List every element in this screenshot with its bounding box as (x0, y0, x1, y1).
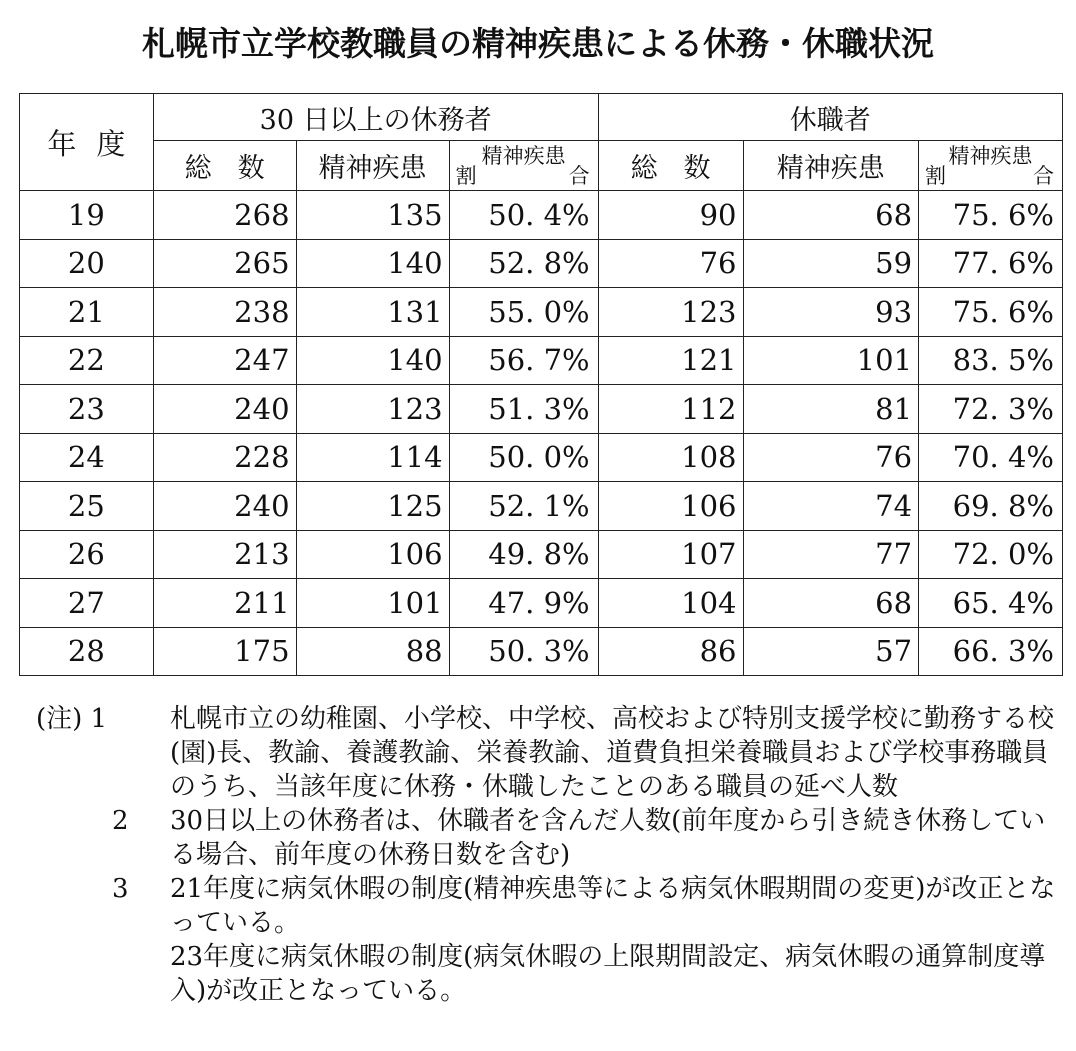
cell-leave-total: 211 (153, 579, 296, 628)
cell-leave-total: 247 (153, 336, 296, 385)
cell-suspension-total: 123 (598, 288, 743, 337)
cell-year: 22 (20, 336, 154, 385)
cell-leave-total: 228 (153, 433, 296, 482)
footnote-1-text: 札幌市立の幼稚園、小学校、中学校、高校および特別支援学校に勤務する校(園)長、教諭、養護教諭、栄養教諭、道費負担栄養職員および学校事務職員のうち、当該年度に休務・休職したことのある職員の延べ人数 (170, 704, 1055, 802)
cell-year: 20 (20, 239, 154, 288)
cell-leave-ratio: 56. 7% (449, 336, 598, 385)
cell-leave-ratio: 52. 8% (449, 239, 598, 288)
cell-suspension-total: 121 (598, 336, 743, 385)
page-title: 札幌市立学校教職員の精神疾患による休務・休職状況 (142, 24, 934, 63)
cell-leave-mental: 101 (296, 579, 449, 628)
table-row (20, 191, 1063, 240)
cell-suspension-ratio: 66. 3% (919, 627, 1063, 676)
cell-leave-mental: 140 (296, 336, 449, 385)
cell-year: 26 (20, 530, 154, 579)
cell-leave-ratio: 47. 9% (449, 579, 598, 628)
cell-leave-mental: 140 (296, 239, 449, 288)
cell-suspension-ratio: 65. 4% (919, 579, 1063, 628)
cell-year: 27 (20, 579, 154, 628)
cell-suspension-mental: 81 (743, 385, 919, 434)
table-row (20, 288, 1063, 337)
cell-leave-total: 268 (153, 191, 296, 240)
cell-suspension-mental: 59 (743, 239, 919, 288)
cell-suspension-mental: 77 (743, 530, 919, 579)
col-header-ratio-2 (919, 141, 1063, 191)
cell-suspension-mental: 57 (743, 627, 919, 676)
footnote-1 (36, 702, 1066, 804)
footnote-prefix: (注) 1 (36, 704, 108, 734)
cell-suspension-mental: 68 (743, 191, 919, 240)
col-header-ratio-line1: 精神疾患 (481, 143, 566, 168)
cell-leave-mental: 135 (296, 191, 449, 240)
cell-leave-mental: 106 (296, 530, 449, 579)
cell-suspension-mental: 76 (743, 433, 919, 482)
table-row (20, 627, 1063, 676)
cell-suspension-mental: 74 (743, 482, 919, 531)
table-row (20, 385, 1063, 434)
col-header-ratio-line2b: 合 (568, 163, 590, 188)
cell-leave-mental: 125 (296, 482, 449, 531)
table-row (20, 336, 1063, 385)
cell-suspension-ratio: 72. 0% (919, 530, 1063, 579)
cell-suspension-total: 104 (598, 579, 743, 628)
cell-suspension-ratio: 72. 3% (919, 385, 1063, 434)
footnote-2-label: 2 (112, 806, 129, 836)
cell-leave-total: 240 (153, 482, 296, 531)
cell-leave-ratio: 49. 8% (449, 530, 598, 579)
footnote-2 (36, 804, 1066, 872)
group-header-leave-30days: 30 日以上の休務者 (153, 94, 598, 141)
cell-suspension-ratio: 69. 8% (919, 482, 1063, 531)
table-row (20, 530, 1063, 579)
col-header-ratio-2-line2a: 割 (925, 163, 947, 188)
cell-suspension-ratio: 75. 6% (919, 191, 1063, 240)
cell-year: 25 (20, 482, 154, 531)
cell-leave-total: 213 (153, 530, 296, 579)
cell-suspension-total: 90 (598, 191, 743, 240)
cell-suspension-total: 108 (598, 433, 743, 482)
cell-year: 21 (20, 288, 154, 337)
col-header-mental-2: 精神疾患 (743, 141, 919, 191)
col-header-ratio-line2a: 割 (455, 163, 477, 188)
table-row (20, 239, 1063, 288)
cell-suspension-total: 106 (598, 482, 743, 531)
cell-suspension-mental: 93 (743, 288, 919, 337)
cell-leave-ratio: 50. 4% (449, 191, 598, 240)
cell-leave-mental: 131 (296, 288, 449, 337)
cell-suspension-mental: 68 (743, 579, 919, 628)
cell-leave-ratio: 52. 1% (449, 482, 598, 531)
col-header-total-2: 総数 (598, 141, 743, 191)
footnote-3-text-b: 23年度に病気休暇の制度(病気休暇の上限期間設定、病気休暇の通算制度導入)が改正となっている。 (170, 942, 1046, 1006)
footnote-2-text: 30日以上の休務者は、休職者を含んだ人数(前年度から引き続き休務している場合、前年度の休務日数を含む) (170, 806, 1046, 870)
cell-leave-total: 175 (153, 627, 296, 676)
cell-year: 19 (20, 191, 154, 240)
cell-leave-ratio: 55. 0% (449, 288, 598, 337)
cell-suspension-mental: 101 (743, 336, 919, 385)
cell-suspension-total: 112 (598, 385, 743, 434)
cell-leave-ratio: 51. 3% (449, 385, 598, 434)
cell-suspension-ratio: 77. 6% (919, 239, 1063, 288)
cell-leave-total: 238 (153, 288, 296, 337)
cell-year: 23 (20, 385, 154, 434)
col-header-mental: 精神疾患 (296, 141, 449, 191)
cell-suspension-ratio: 83. 5% (919, 336, 1063, 385)
cell-suspension-ratio: 75. 6% (919, 288, 1063, 337)
cell-leave-mental: 114 (296, 433, 449, 482)
cell-suspension-total: 107 (598, 530, 743, 579)
cell-leave-mental: 123 (296, 385, 449, 434)
cell-leave-ratio: 50. 3% (449, 627, 598, 676)
table-row (20, 579, 1063, 628)
table-row (20, 482, 1063, 531)
cell-year: 24 (20, 433, 154, 482)
cell-suspension-total: 86 (598, 627, 743, 676)
cell-suspension-ratio: 70. 4% (919, 433, 1063, 482)
cell-leave-total: 240 (153, 385, 296, 434)
table-row (20, 433, 1063, 482)
col-header-ratio-2-line1: 精神疾患 (948, 143, 1033, 168)
footnotes (36, 702, 1066, 1008)
cell-year: 28 (20, 627, 154, 676)
cell-suspension-total: 76 (598, 239, 743, 288)
col-header-ratio-2-line2b: 合 (1033, 163, 1054, 188)
col-header-ratio (449, 141, 598, 191)
footnote-3 (36, 872, 1066, 1008)
cell-leave-ratio: 50. 0% (449, 433, 598, 482)
cell-leave-total: 265 (153, 239, 296, 288)
leave-statistics-table (19, 93, 1063, 676)
footnote-3-text-a: 21年度に病気休暇の制度(精神疾患等による病気休暇期間の変更)が改正となっている。 (170, 874, 1056, 938)
footnote-3-label: 3 (112, 874, 129, 904)
group-header-suspension: 休職者 (598, 94, 1062, 141)
cell-leave-mental: 88 (296, 627, 449, 676)
col-header-total: 総数 (153, 141, 296, 191)
year-header: 年度 (20, 94, 154, 191)
